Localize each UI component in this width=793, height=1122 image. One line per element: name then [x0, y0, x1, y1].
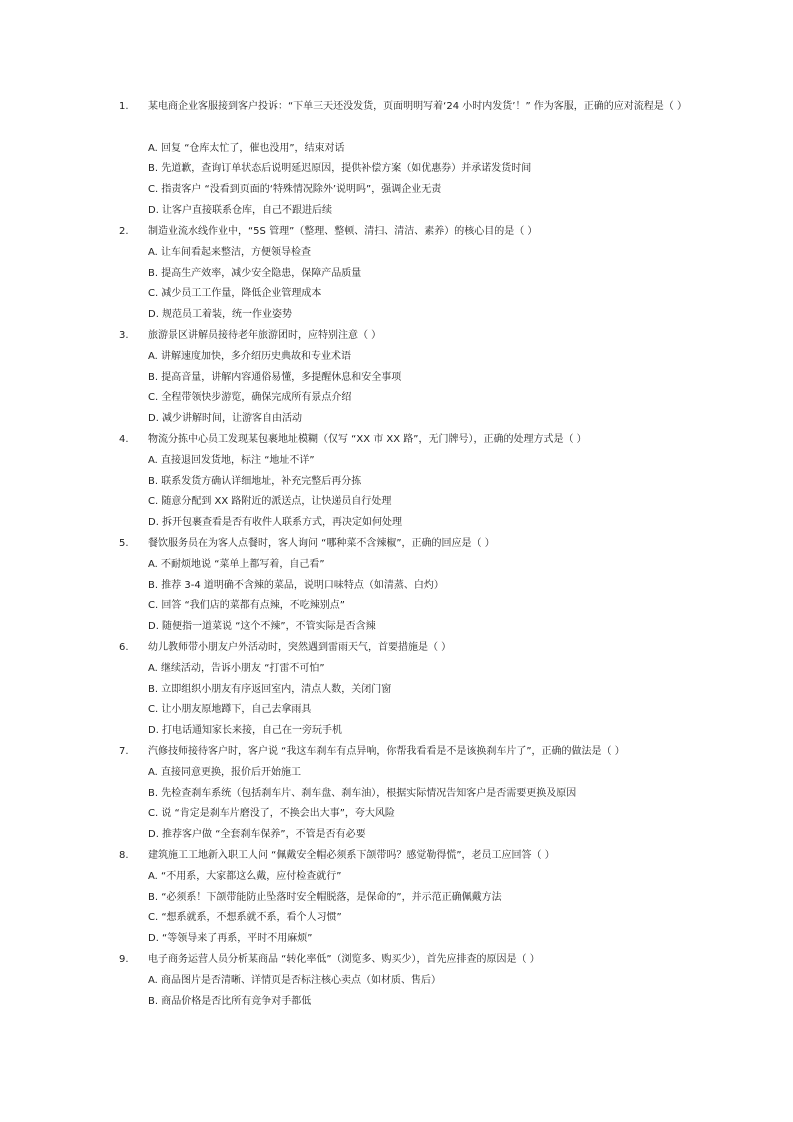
option-d: D. 让客户直接联系仓库，自己不跟进后续 [148, 205, 333, 216]
option-a: A. 不耐烦地说 “菜单上都写着，自己看” [148, 558, 325, 570]
option-b: B. 先道歉，查询订单状态后说明延迟原因，提供补偿方案（如优惠券）并承诺发货时间 [148, 163, 532, 175]
option-b: B. 联系发货方确认详细地址，补充完整后再分拣 [148, 475, 362, 487]
option-a: A. 商品图片是否清晰、详情页是否标注核心卖点（如材质、售后） [148, 974, 442, 986]
question-stem: 制造业流水线作业中，“5S 管理”（整理、整顿、清扫、清洁、素养）的核心目的是（ ） [148, 226, 538, 237]
option-d: D. 推荐客户做 “全套刹车保养”，不管是否有必要 [148, 829, 366, 841]
option-b: B. 推荐 3-4 道明确不含辣的菜品，说明口味特点（如清蒸、白灼） [148, 579, 444, 591]
option-a: A. 回复 “仓库太忙了，催也没用”，结束对话 [148, 142, 345, 154]
question-number: 8. [119, 850, 129, 861]
question-stem: 电子商务运营人员分析某商品 “转化率低”（浏览多、购买少），首先应排查的原因是（ ） [148, 954, 540, 965]
option-c: C. 回答 “我们店的菜都有点辣，不吃辣别点” [148, 600, 345, 612]
question-stem: 幼儿教师带小朋友户外活动时，突然遇到雷雨天气，首要措施是（ ） [148, 642, 452, 653]
option-d: D. 减少讲解时间，让游客自由活动 [148, 413, 303, 425]
option-a: A. 直接退回发货地，标注 “地址不详” [148, 454, 315, 466]
question-number: 2. [119, 226, 129, 237]
option-a: A. 直接同意更换，报价后开始施工 [148, 766, 302, 778]
question-number: 9. [119, 954, 129, 965]
option-b: B. “必须系！下颌带能防止坠落时安全帽脱落，是保命的”，并示范正确佩戴方法 [148, 891, 502, 903]
question-stem: 汽修技师接待客户时，客户说 “我这车刹车有点异响，你帮我看看是不是该换刹车片了”，正确的做法是（ ） [148, 746, 625, 757]
option-a: A. 继续活动，告诉小朋友 “打雷不可怕” [148, 662, 325, 674]
option-b: B. 立即组织小朋友有序返回室内，清点人数，关闭门窗 [148, 683, 392, 695]
option-a: A. 讲解速度加快，多介绍历史典故和专业术语 [148, 350, 352, 362]
option-d: D. 随便指一道菜说 “这个不辣”，不管实际是否含辣 [148, 621, 376, 633]
option-c: C. “想系就系，不想系就不系，看个人习惯” [148, 912, 342, 924]
question-number: 7. [119, 746, 129, 757]
option-b: B. 提高音量，讲解内容通俗易懂，多提醒休息和安全事项 [148, 371, 402, 383]
option-d: D. 打电话通知家长来接，自己在一旁玩手机 [148, 725, 343, 737]
option-b: B. 先检查刹车系统（包括刹车片、刹车盘、刹车油），根据实际情况告知客户是否需要更换及原因 [148, 787, 577, 799]
question-stem: 建筑施工工地新入职工人问 “佩戴安全帽必须系下颌带吗？感觉勒得慌”，老员工应回答（ ） [148, 850, 555, 861]
question-stem: 餐饮服务员在为客人点餐时，客人询问 “哪种菜不含辣椒”，正确的回应是（ ） [148, 538, 495, 549]
question-number: 4. [119, 434, 129, 445]
option-c: C. 说 “肯定是刹车片磨没了，不换会出大事”，夸大风险 [148, 808, 395, 820]
question-stem: 物流分拣中心员工发现某包裹地址模糊（仅写 “XX 市 XX 路”，无门牌号），正确的处理方式是（ ） [148, 434, 587, 445]
option-c: C. 随意分配到 XX 路附近的派送点，让快递员自行处理 [148, 496, 392, 508]
option-c: C. 全程带领快步游览，确保完成所有景点介绍 [148, 392, 352, 404]
option-d: D. 规范员工着装，统一作业姿势 [148, 309, 293, 321]
question-number: 1. [119, 101, 129, 112]
option-c: C. 让小朋友原地蹲下，自己去拿雨具 [148, 704, 312, 716]
question-stem: 旅游景区讲解员接待老年旅游团时，应特别注意（ ） [148, 330, 382, 341]
option-c: C. 减少员工工作量，降低企业管理成本 [148, 288, 322, 300]
option-a: A. 让车间看起来整洁，方便领导检查 [148, 246, 312, 258]
question-number: 3. [119, 330, 129, 341]
option-b: B. 商品价格是否比所有竞争对手都低 [148, 995, 312, 1007]
option-d: D. “等领导来了再系，平时不用麻烦” [148, 933, 313, 945]
option-a: A. “不用系，大家都这么戴，应付检查就行” [148, 870, 342, 882]
option-b: B. 提高生产效率，减少安全隐患，保障产品质量 [148, 267, 362, 279]
question-stem: 某电商企业客服接到客户投诉：“下单三天还没发货，页面明明写着‘24 小时内发货’！” 作为客服，正确的应对流程是（ ） [148, 101, 687, 112]
option-d: D. 拆开包裹查看是否有收件人联系方式，再决定如何处理 [148, 517, 403, 529]
question-number: 5. [119, 538, 129, 549]
question-number: 6. [119, 642, 129, 653]
option-c: C. 指责客户 “没看到页面的‘特殊情况除外’说明吗”，强调企业无责 [148, 184, 442, 196]
